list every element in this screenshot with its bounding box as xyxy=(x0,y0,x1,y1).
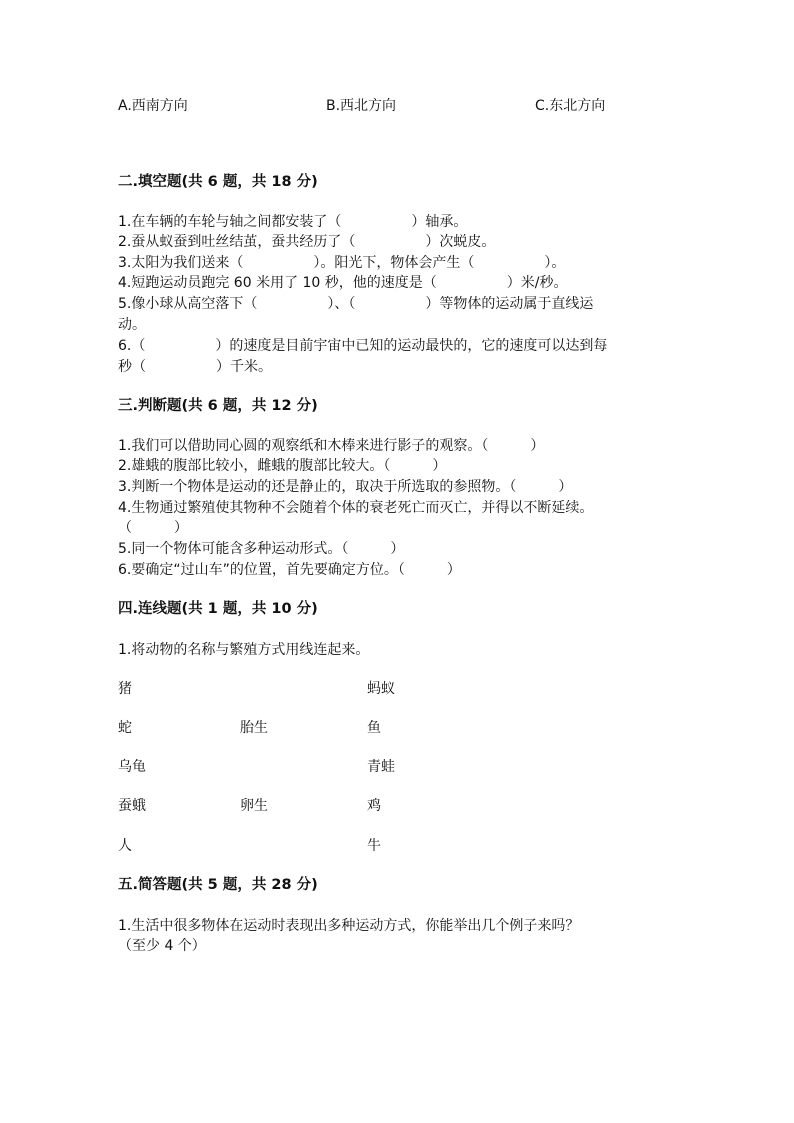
question-line: 动。 xyxy=(118,317,146,333)
section-heading-judgement: 三.判断题(共 6 题，共 12 分) xyxy=(118,398,318,414)
question-line: 6.（ ）的速度是目前宇宙中已知的运动最快的，它的速度可以达到每 xyxy=(118,338,608,354)
match-middle-item: 胎生 xyxy=(240,720,268,736)
match-right-item: 鱼 xyxy=(367,720,381,736)
question-line: 1.生活中很多物体在运动时表现出多种运动方式，你能举出几个例子来吗？ xyxy=(118,918,580,934)
match-right-item: 蚂蚁 xyxy=(367,681,395,697)
question-line: 2.雄蛾的腹部比较小，雌蛾的腹部比较大。（ ） xyxy=(118,458,447,474)
match-right-item: 鸡 xyxy=(367,798,381,814)
match-left-item: 蚕蛾 xyxy=(118,798,146,814)
match-left-item: 人 xyxy=(118,838,132,854)
match-left-item: 蛇 xyxy=(118,720,132,736)
match-middle-item: 卵生 xyxy=(240,798,268,814)
question-line: （至少 4 个） xyxy=(118,938,206,954)
option-b: B.西北方向 xyxy=(326,98,397,114)
question-line: 6.要确定“过山车”的位置，首先要确定方位。（ ） xyxy=(118,562,461,578)
question-line: 1.我们可以借助同心圆的观察纸和木棒来进行影子的观察。（ ） xyxy=(118,438,545,454)
option-c: C.东北方向 xyxy=(535,98,606,114)
match-right-item: 青蛙 xyxy=(367,759,395,775)
match-left-item: 乌龟 xyxy=(118,759,146,775)
match-right-item: 牛 xyxy=(367,838,381,854)
question-line: 3.太阳为我们送来（ ）。阳光下，物体会产生（ ）。 xyxy=(118,255,566,271)
option-a: A.西南方向 xyxy=(118,98,188,114)
question-line: 4.生物通过繁殖使其物种不会随着个体的衰老死亡而灭亡，并得以不断延续。 xyxy=(118,500,594,516)
question-line: （ ） xyxy=(118,520,188,536)
question-line: 2.蚕从蚁蚕到吐丝结茧，蚕共经历了（ ）次蜕皮。 xyxy=(118,234,496,250)
question-line: 1.将动物的名称与繁殖方式用线连起来。 xyxy=(118,642,370,658)
question-line: 5.同一个物体可能含多种运动形式。（ ） xyxy=(118,541,405,557)
match-left-item: 猪 xyxy=(118,681,132,697)
question-line: 3.判断一个物体是运动的还是静止的，取决于所选取的参照物。（ ） xyxy=(118,479,573,495)
question-line: 秒（ ）千米。 xyxy=(118,359,272,375)
question-line: 1.在车辆的车轮与轴之间都安装了（ ）轴承。 xyxy=(118,214,468,230)
question-line: 4.短跑运动员跑完 60 米用了 10 秒，他的速度是（ ）米/秒。 xyxy=(118,275,568,291)
section-heading-fill-blank: 二.填空题(共 6 题，共 18 分) xyxy=(118,174,318,190)
question-line: 5.像小球从高空落下（ ）、（ ）等物体的运动属于直线运 xyxy=(118,296,594,312)
section-heading-short-answer: 五.简答题(共 5 题，共 28 分) xyxy=(118,877,318,893)
section-heading-matching: 四.连线题(共 1 题，共 10 分) xyxy=(118,601,318,617)
